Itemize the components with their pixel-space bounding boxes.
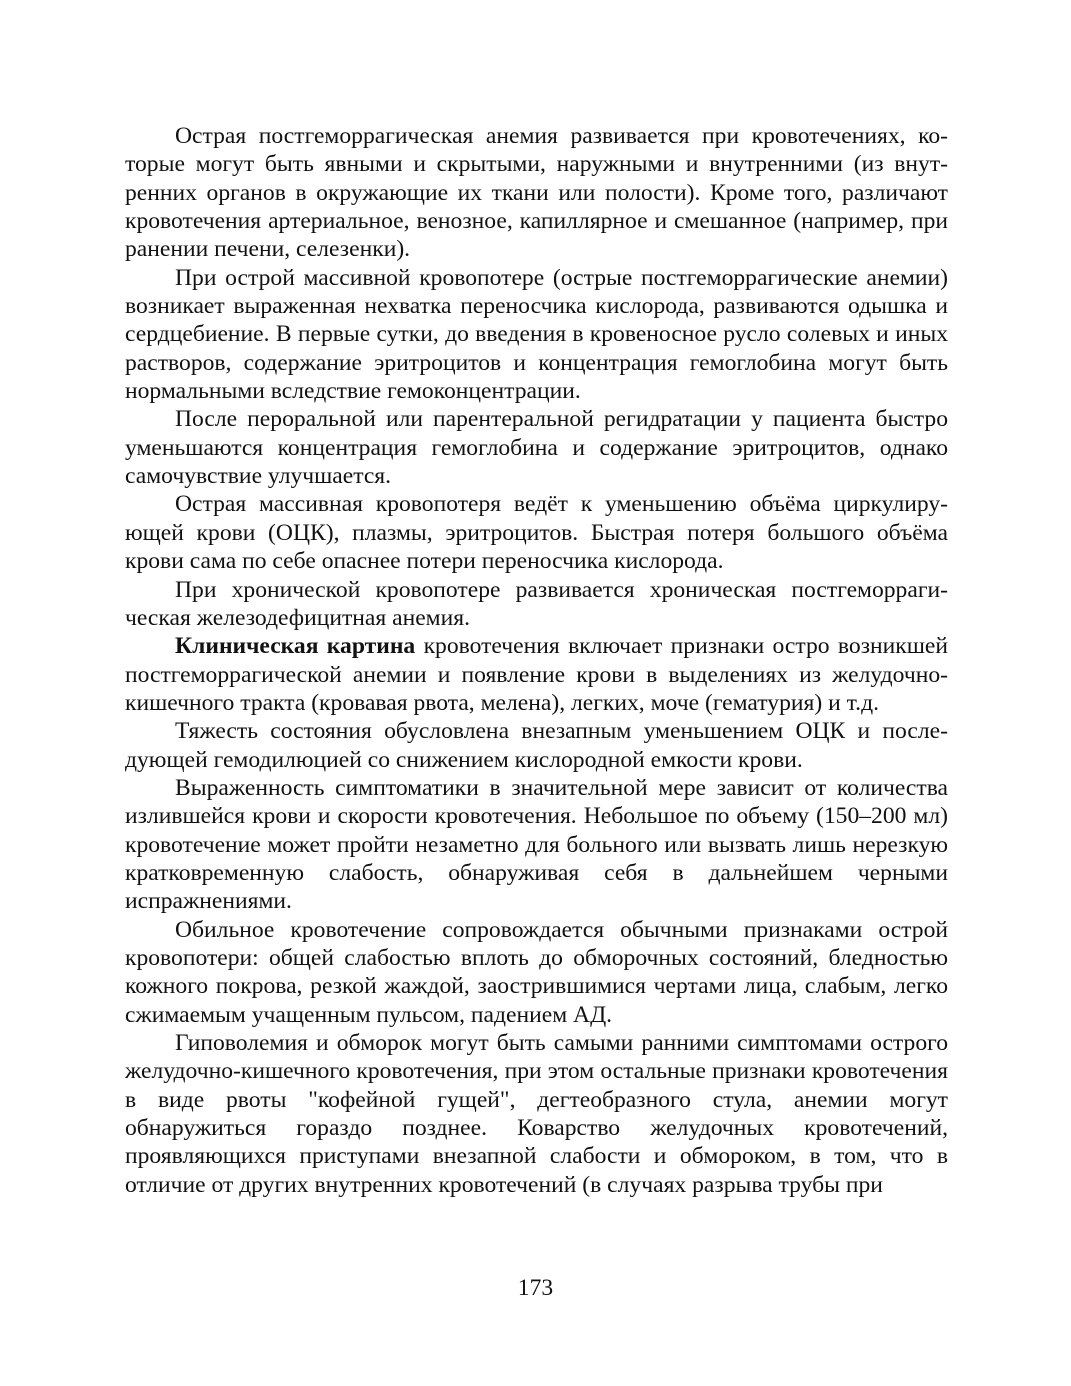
paragraph-5 [125, 576, 948, 633]
paragraph-lead: Клиническая картина [175, 633, 416, 660]
paragraph-text: кровотечения включает признаки остро возникшей постгеморрагической анемии и появление крови в выделениях из желудочно-кишечного тракта (кровавая рвота, мелена), легких, моче (гематурия) и т.д. [125, 633, 949, 716]
paragraph-7 [125, 717, 948, 774]
paragraph-9 [125, 916, 948, 1029]
paragraph-1 [125, 122, 948, 264]
paragraph-text: После пероральной или парентеральной регидратации у пациента быстро уменьшаются концентрация гемоглобина и содержание эритроцитов, однако самочувствие улучшается. [125, 406, 948, 490]
paragraph-text: При хронической кровопотере развивается хроническая постгеморрагическая железодефицитная анемия. [125, 576, 948, 631]
paragraph-4 [125, 490, 948, 575]
paragraph-text: Обильное кровотечение сопровождается обычными признаками острой кровопотери: общей слабостью вплоть до обморочных состояний, бледностью кожного покрова, резкой жаждой, заострившимися чертами лица, слабым, легко сжимаемым учащенным пульсом, падением АД. [125, 916, 948, 1028]
paragraph-text: Тяжесть состояния обусловлена внезапным уменьшением ОЦК и последующей гемодилюцией со снижением кислородной емкости крови. [125, 718, 948, 773]
paragraph-text: Выраженность симптоматики в значительной мере зависит от количества излившейся крови и скорости кровотечения. Небольшое по объему (150–200 мл) кровотечение может пройти незаметно для больного или вызвать лишь нерезкую кратковременную слабость, обнаруживая себя в дальнейшем черными испражнениями. [125, 774, 948, 915]
paragraph-10 [125, 1029, 948, 1199]
page-number: 173 [517, 1275, 554, 1301]
paragraph-8 [125, 774, 948, 916]
paragraph-text: Острая массивная кровопотеря ведёт к уменьшению объёма циркулирующей крови (ОЦК), плазмы, эритроцитов. Быстрая потеря большого объёма крови сама по себе опаснее потери переносчика кислорода. [125, 491, 948, 575]
page-body [125, 122, 948, 1199]
paragraph-text: Острая постгеморрагическая анемия развивается при кровотечениях, которые могут быть явными и скрытыми, наружными и внутренними (из внутренних органов в окружающие их ткани или полости). Кроме того, различают кровотечения артериальное, венозное, капиллярное и смешанное (например, при ранении печени, селезенки). [125, 123, 948, 263]
paragraph-text: При острой массивной кровопотере (острые постгеморрагические анемии) возникает выраженная нехватка переносчика кислорода, развиваются одышка и сердцебиение. В первые сутки, до введения в кровеносное русло солевых и иных растворов, содержание эритроцитов и концентрация гемоглобина могут быть нормальными вследствие гемоконцентрации. [125, 264, 948, 405]
paragraph-6 [125, 632, 948, 717]
paragraph-2 [125, 264, 948, 406]
paragraph-3 [125, 405, 948, 490]
paragraph-text: Гиповолемия и обморок могут быть самыми ранними симптомами острого желудочно-кишечного кровотечения, при этом остальные признаки кровотечения в виде рвоты "кофейной гущей", дегтеобразного стула, анемии могут обнаружиться гораздо позднее. Коварство желудочных кровотечений, проявляющихся приступами внезапной слабости и обмороком, в том, что в отличие от других внутренних кровотечений (в случаях разрыва трубы при [125, 1030, 948, 1198]
